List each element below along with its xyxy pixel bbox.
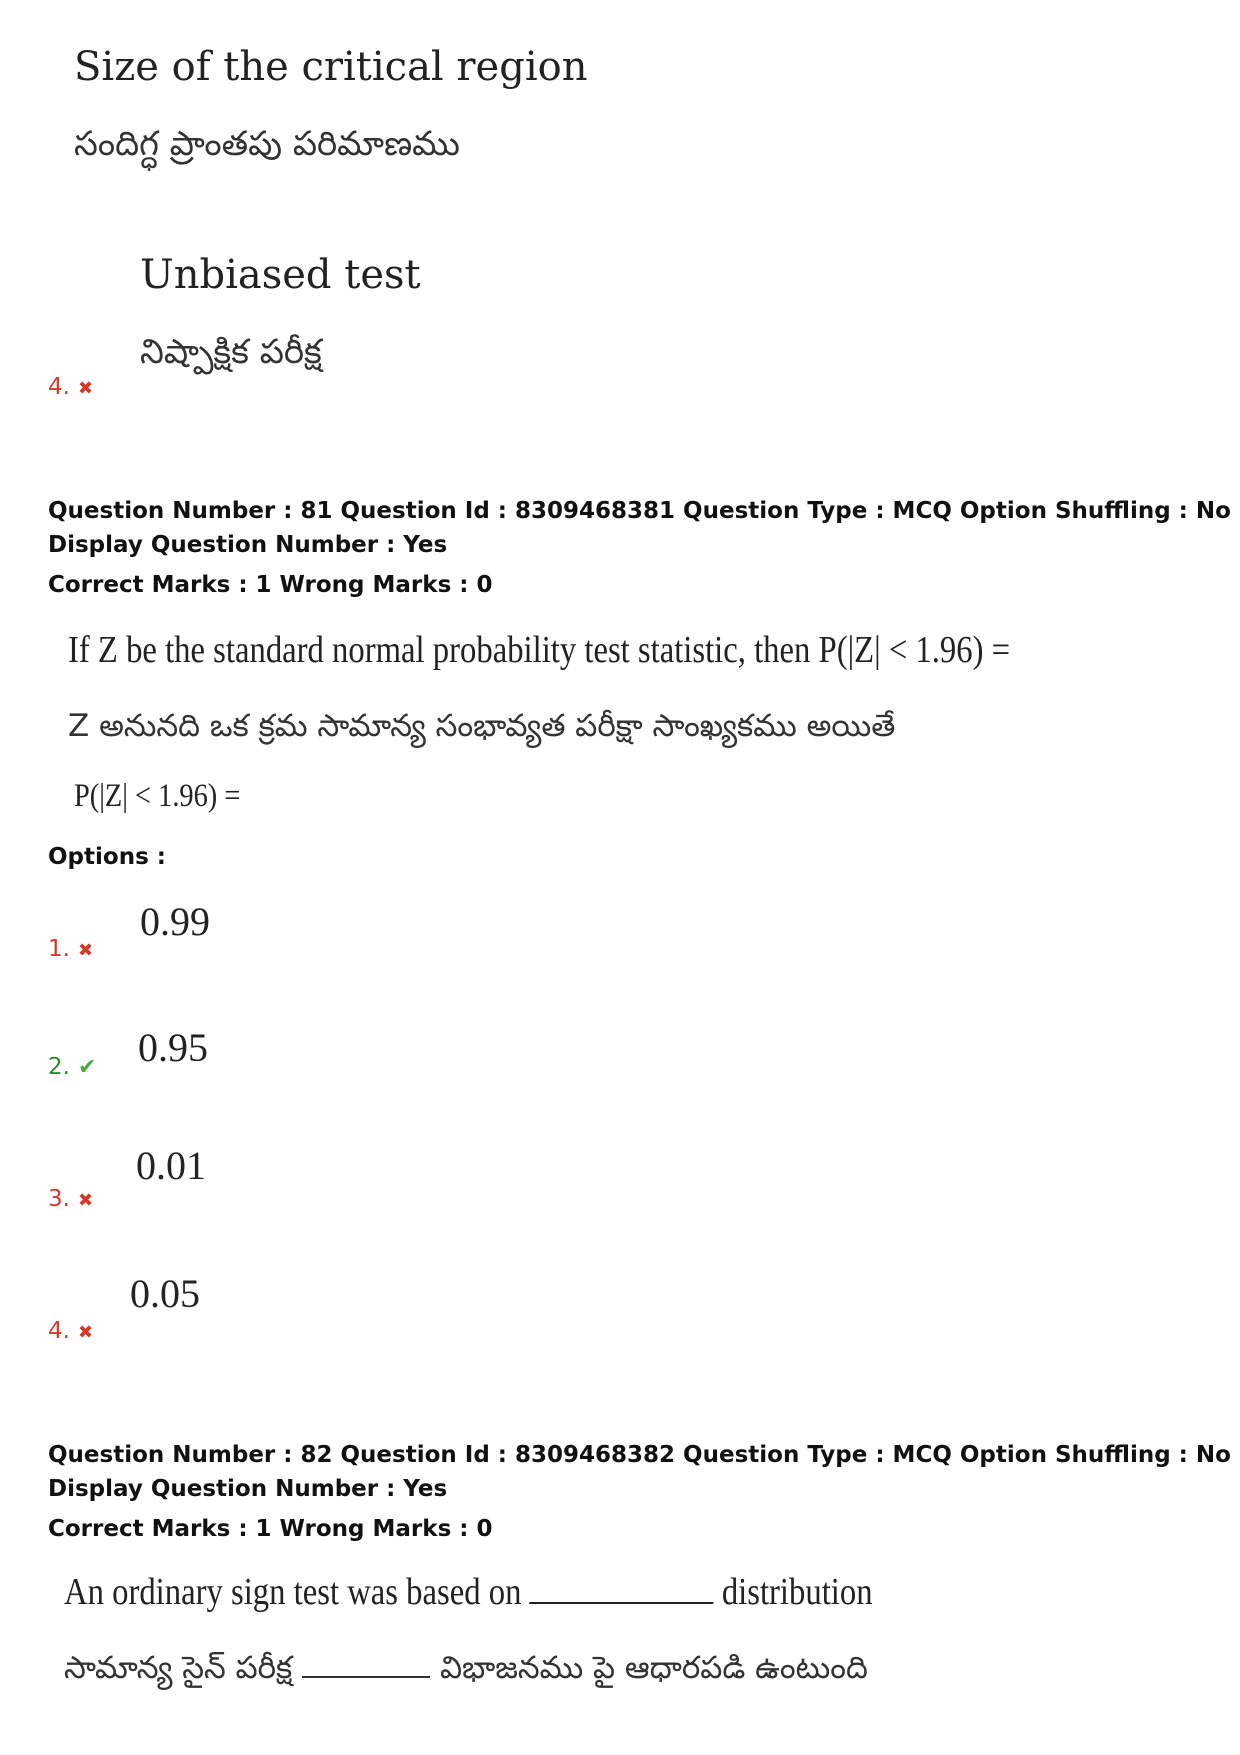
q82-question-english — [64, 1570, 873, 1614]
q81-meta-line1: Question Number : 81 Question Id : 8309468381 Question Type : MCQ Option Shuffling : No — [48, 498, 1231, 524]
option-number: 2. — [48, 1054, 70, 1080]
answer-blank — [530, 1602, 714, 1604]
answer-blank — [302, 1676, 430, 1678]
q81-option3-label — [48, 1186, 93, 1212]
q81-question-english: If Z be the standard normal probability test statistic, then P(|Z| < 1.96) = — [68, 629, 1011, 671]
prev-option3-english-text: Size of the critical region — [74, 44, 588, 90]
q81-option1-text: 0.99 — [140, 899, 210, 944]
q82-meta-line2: Display Question Number : Yes — [48, 1476, 448, 1502]
q82-question-english-part1: An ordinary sign test was based on — [64, 1571, 522, 1613]
q81-option4-label — [48, 1318, 93, 1344]
q81-question-formula: P(|Z| < 1.96) = — [74, 778, 241, 814]
correct-check-icon: ✔ — [77, 1055, 97, 1080]
prev-option4-english-text: Unbiased test — [140, 252, 421, 298]
wrong-mark-icon: ✖ — [77, 1322, 94, 1343]
q81-option4-text: 0.05 — [130, 1271, 200, 1316]
q82-question-telugu-part1: సామాన్య సైన్ పరీక్ష — [64, 1650, 293, 1686]
q81-option1-label — [48, 936, 93, 962]
wrong-mark-icon: ✖ — [77, 378, 94, 399]
option-number: 1. — [48, 936, 70, 962]
q82-meta-line3: Correct Marks : 1 Wrong Marks : 0 — [48, 1516, 493, 1542]
q82-question-english-part2: distribution — [721, 1571, 873, 1613]
option-number: 4. — [48, 1318, 70, 1344]
q82-question-telugu — [64, 1650, 868, 1693]
wrong-mark-icon: ✖ — [77, 940, 94, 961]
q81-meta-line2: Display Question Number : Yes — [48, 532, 448, 558]
q82-question-telugu-part2: విభాజనము పై ఆధారపడి ఉంటుంది — [439, 1650, 868, 1686]
prev-option4-telugu-text: నిష్పాక్షిక పరీక్ష — [140, 332, 322, 372]
q81-option2-text: 0.95 — [138, 1025, 208, 1070]
q81-option2-label — [48, 1054, 96, 1080]
q81-option3-text: 0.01 — [136, 1143, 206, 1188]
prev-option3-telugu-text: సందిగ్ధ ప్రాంతపు పరిమాణము — [74, 124, 460, 164]
q81-question-telugu: Z అనునది ఒక క్రమ సామాన్య సంభావ్యత పరీక్షా సాంఖ్యకము అయితే — [68, 708, 896, 744]
q81-options-label: Options : — [48, 844, 166, 870]
q82-meta-line1: Question Number : 82 Question Id : 8309468382 Question Type : MCQ Option Shuffling : No — [48, 1442, 1231, 1468]
q81-meta-line3: Correct Marks : 1 Wrong Marks : 0 — [48, 572, 493, 598]
prev-option4-label — [48, 374, 93, 400]
option-number: 3. — [48, 1186, 70, 1212]
wrong-mark-icon: ✖ — [77, 1190, 94, 1211]
option-number: 4. — [48, 374, 70, 400]
